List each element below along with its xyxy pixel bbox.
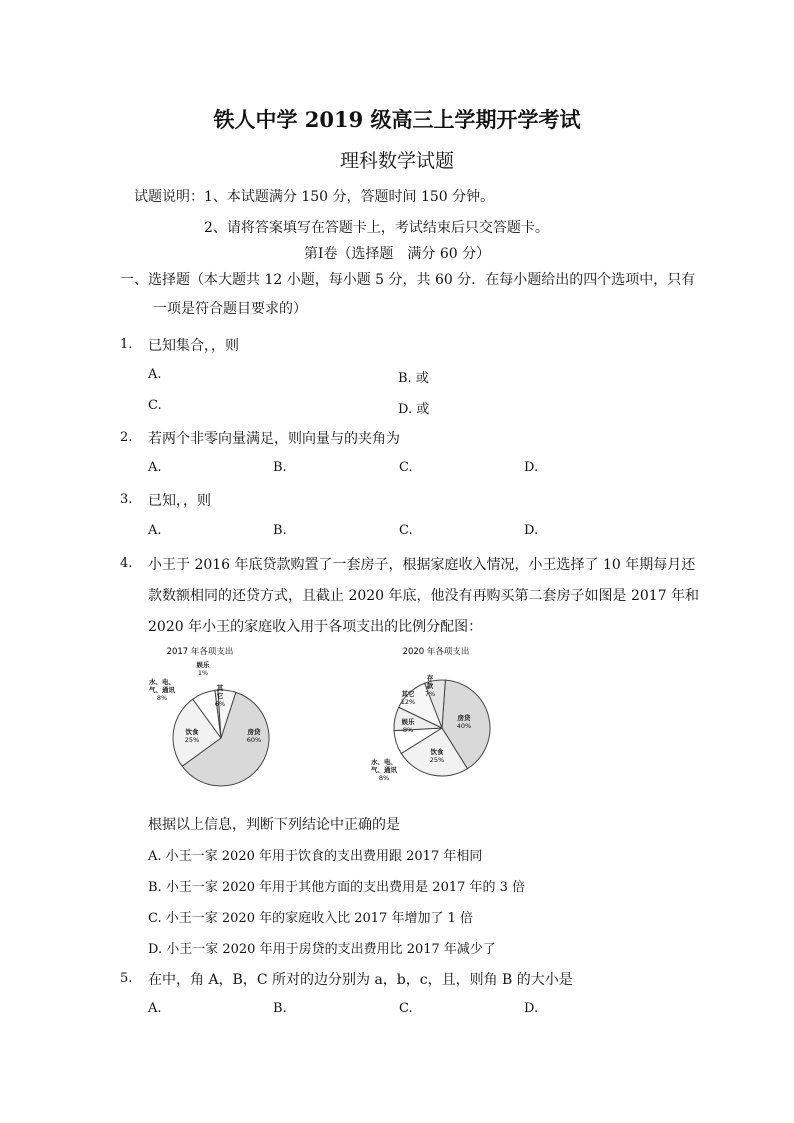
question-text-line-2: 款数额相同的还贷方式，且截止 2020 年底，他没有再购买第二套房子如图是 2017 年和 [148, 588, 700, 604]
option-a: A. [148, 523, 162, 538]
slice-label: 娱乐 [401, 718, 415, 726]
slice-percent-label: 12% [400, 698, 416, 706]
exam-subtitle: 理科数学试题 [339, 150, 454, 172]
slice-label: 房贷 [247, 728, 261, 736]
slice-label: 存 [426, 674, 434, 682]
slice-label: 水、电、 [149, 678, 175, 686]
slice-percent-label: 40% [456, 722, 472, 730]
instructions-line-2: 2、请将答案填写在答题卡上，考试结束后只交答题卡。 [204, 220, 549, 236]
option-b: B. 或 [398, 371, 429, 386]
question-text: 已知，，则 [148, 493, 211, 509]
slice-label: 娱乐 [196, 661, 210, 669]
slice-percent-label: 6% [214, 700, 226, 708]
option-a: A. [148, 1001, 162, 1016]
option-c: C. [148, 398, 162, 413]
option-d: D. [524, 460, 539, 475]
slice-label: 它 [216, 692, 224, 700]
slice-label: 其它 [401, 690, 415, 698]
exam-title: 铁人中学 2019 级高三上学期开学考试 [213, 107, 581, 132]
slice-label: 饮食 [430, 748, 444, 756]
option-b: B. [273, 1001, 287, 1016]
part-heading: 第Ⅰ卷（选择题 满分 60 分） [303, 246, 491, 262]
option-c: C. [399, 460, 413, 475]
slice-label: 气、通讯 [371, 766, 397, 774]
question-text-line-1: 小王于 2016 年底贷款购置了一套房子，根据家庭收入情况，小王选择了 10 年期每月还 [148, 557, 696, 573]
question-prompt: 根据以上信息，判断下列结论中正确的是 [148, 817, 400, 833]
question-text: 已知集合，，则 [148, 338, 239, 354]
option-d: D. 小王一家 2020 年用于房贷的支出费用比 2017 年减少了 [148, 942, 496, 957]
slice-percent-label: 8% [378, 774, 390, 782]
option-b: B. [273, 460, 287, 475]
option-d: D. [524, 523, 539, 538]
slice-percent-label: 7% [424, 690, 436, 698]
option-b: B. [273, 523, 287, 538]
option-c: C. 小王一家 2020 年的家庭收入比 2017 年增加了 1 倍 [148, 911, 473, 926]
chart-title-2017: 2017 年各项支出 [166, 647, 234, 657]
pie-chart-2020 [370, 642, 510, 797]
question-number: 5. [120, 971, 133, 986]
slice-percent-label: 25% [184, 736, 200, 744]
slice-percent-label: 8% [156, 694, 168, 702]
slice-percent-label: 1% [197, 669, 209, 677]
section-heading-line-2: 一项是符合题目要求的） [153, 301, 307, 317]
slice-percent-label: 60% [246, 736, 262, 744]
slice-label: 气、通讯 [149, 686, 175, 694]
option-c: C. [399, 523, 413, 538]
option-d: D. 或 [398, 402, 430, 417]
instructions-line-1: 试题说明：1、本试题满分 150 分，答题时间 150 分钟。 [134, 189, 495, 205]
slice-label: 房贷 [457, 714, 471, 722]
chart-title-2020: 2020 年各项支出 [402, 647, 470, 657]
option-c: C. [399, 1001, 413, 1016]
question-text-line-3: 2020 年小王的家庭收入用于各项支出的比例分配图： [148, 619, 483, 635]
option-a: A. [148, 367, 162, 382]
question-number: 3. [120, 492, 133, 507]
slice-label: 其 [216, 684, 224, 692]
question-number: 4. [120, 556, 133, 571]
slice-label: 水、电、 [371, 758, 397, 766]
question-text: 在中，角 A，B，C 所对的边分别为 a，b，c，且，则角 B 的大小是 [148, 972, 573, 988]
slice-percent-label: 8% [402, 726, 414, 734]
slice-label: 款 [426, 682, 434, 690]
option-a: A. 小王一家 2020 年用于饮食的支出费用跟 2017 年相同 [148, 849, 483, 864]
section-heading-line-1: 一、选择题（本大题共 12 小题，每小题 5 分，共 60 分．在每小题给出的四个选项中，只有 [120, 272, 696, 288]
option-d: D. [524, 1001, 539, 1016]
question-number: 2. [120, 430, 133, 445]
question-number: 1. [120, 337, 133, 352]
slice-percent-label: 25% [429, 756, 445, 764]
pie-chart-2017 [140, 642, 290, 797]
option-b: B. 小王一家 2020 年用于其他方面的支出费用是 2017 年的 3 倍 [148, 880, 526, 895]
question-text: 若两个非零向量满足，则向量与的夹角为 [148, 431, 400, 447]
option-a: A. [148, 460, 162, 475]
slice-label: 饮食 [185, 728, 199, 736]
